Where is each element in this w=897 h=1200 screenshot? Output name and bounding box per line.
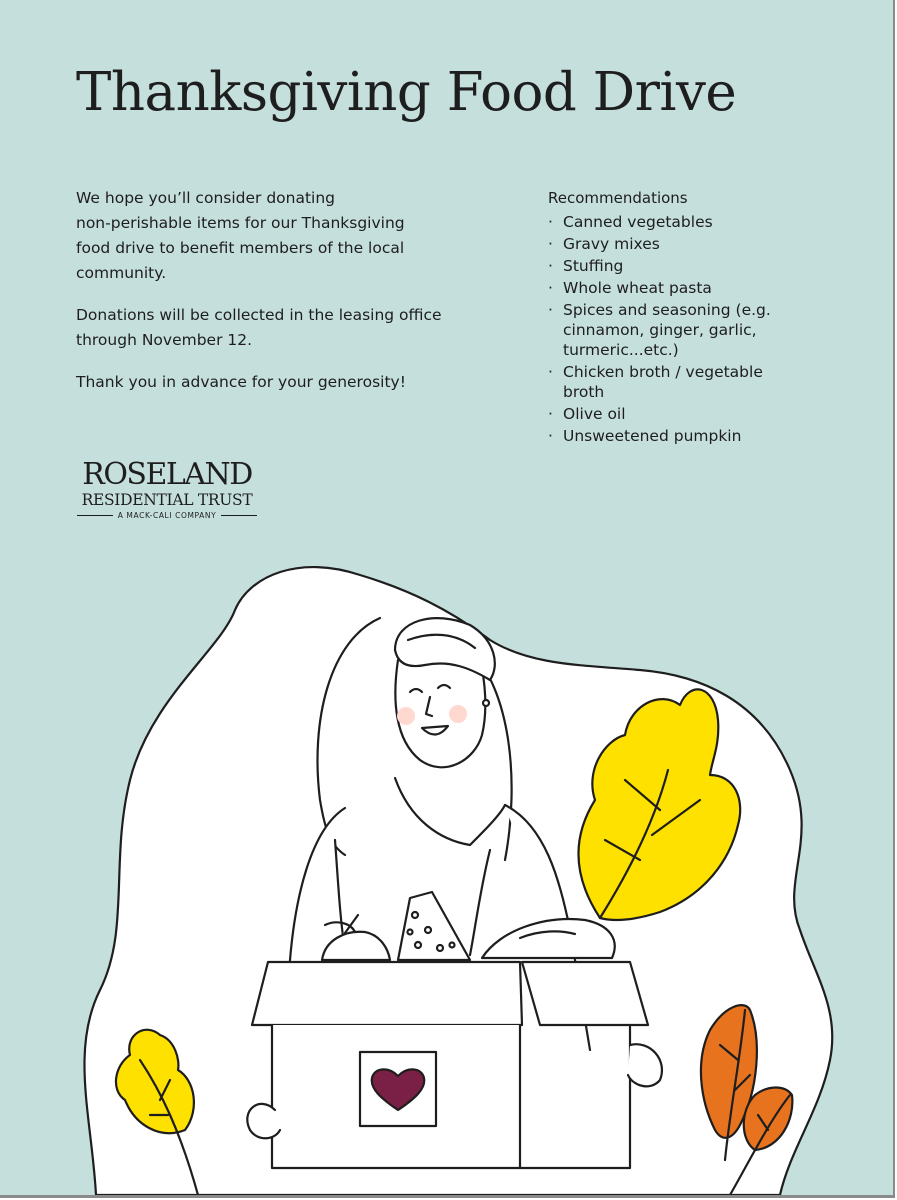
list-item: · Unsweetened pumpkin — [548, 426, 808, 446]
list-item: · Gravy mixes — [548, 234, 808, 254]
box-flap-left — [252, 962, 522, 1025]
intro-line: We hope you’ll consider donating — [76, 189, 336, 207]
recommendations-panel — [548, 188, 808, 448]
volunteer-illustration — [0, 540, 893, 1195]
intro-paragraph-3: Thank you in advance for your generosity! — [76, 373, 406, 391]
cheek — [397, 707, 415, 725]
list-item: · Canned vegetables — [548, 212, 808, 232]
intro-line: community. — [76, 264, 167, 282]
logo-tagline: A MACK-CALI COMPANY — [117, 511, 217, 520]
divider — [221, 515, 257, 516]
list-item: · Chicken broth / vegetable broth — [548, 362, 808, 402]
earring — [483, 700, 489, 706]
list-item: · Stuffing — [548, 256, 808, 276]
intro-line: non-perishable items for our Thanksgiving — [76, 214, 405, 232]
divider — [77, 515, 113, 516]
list-item: · Whole wheat pasta — [548, 278, 808, 298]
intro-line: through November 12. — [76, 331, 253, 349]
hand-left — [247, 1104, 280, 1138]
intro-paragraph-2 — [76, 303, 476, 353]
intro-line: Donations will be collected in the leasing office — [76, 306, 442, 324]
recommendations-title: Recommendations — [548, 189, 688, 207]
intro-paragraph-1 — [76, 186, 476, 286]
list-item: · Spices and seasoning (e.g. cinnamon, ginger, garlic, turmeric...etc.) — [548, 300, 808, 360]
list-item: · Olive oil — [548, 404, 808, 424]
box-flap-right — [522, 962, 648, 1025]
intro-line: food drive to benefit members of the local — [76, 239, 405, 257]
cheek — [449, 705, 467, 723]
logo-wordmark: ROSELAND — [82, 457, 252, 492]
company-logo — [77, 457, 257, 520]
recommendations-list — [548, 212, 808, 446]
logo-tagline-row — [77, 511, 257, 520]
page-title: Thanksgiving Food Drive — [76, 62, 737, 123]
intro-text — [76, 186, 476, 412]
logo-subtitle: RESIDENTIAL TRUST — [81, 491, 253, 509]
